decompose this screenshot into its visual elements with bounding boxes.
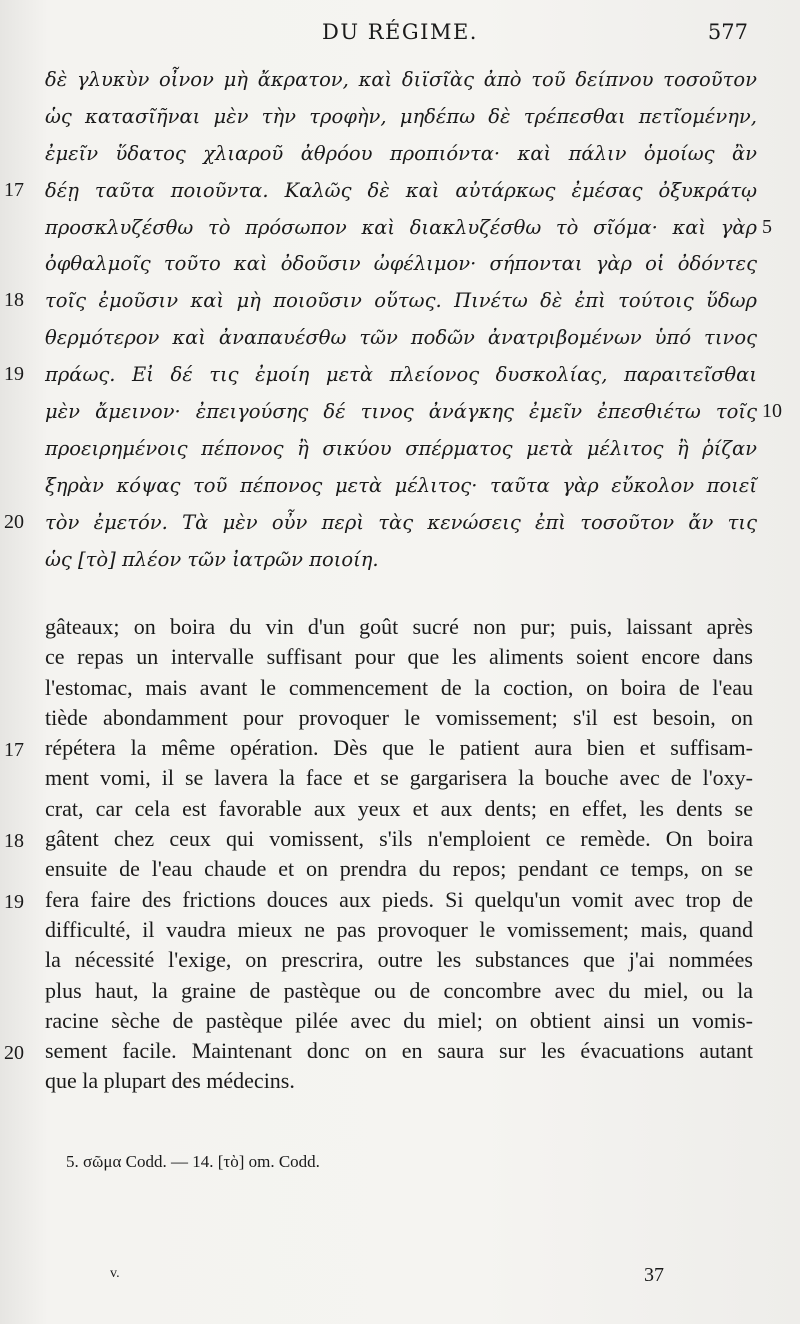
french-line: fera faire des frictions douces aux pieds. Si quelqu'un vomit avec trop de <box>45 886 753 912</box>
line-number: 10 <box>762 400 782 423</box>
sheet-signature: 37 <box>644 1264 664 1286</box>
french-translation <box>45 612 753 1097</box>
greek-line: ὡς [τὸ] πλέον τῶν ἰατρῶν ποιοίη. <box>45 547 379 571</box>
french-line: que la plupart des médecins. <box>45 1068 295 1094</box>
greek-line: προσκλυζέσθω τὸ πρόσωπον καὶ διακλυζέσθω τὸ σῖόμα· καὶ γὰρ <box>45 215 757 239</box>
line-number: 18 <box>4 289 24 312</box>
french-line: gâtent chez ceux qui vomissent, s'ils n'emploient ce remède. On boira <box>45 826 753 852</box>
greek-line: προειρημένοις πέπονος ἢ σικύου σπέρματος μετὰ μέλιτος ἢ ῥίζαν <box>45 436 757 460</box>
french-line: racine sèche de pastèque pilée avec du miel; on obtient ainsi un vomis- <box>45 1007 753 1033</box>
french-line: la nécessité l'exige, on prescrira, outre les substances que j'ai nommées <box>45 947 753 973</box>
french-line: ment vomi, il se lavera la face et se gargarisera la bouche avec de l'oxy- <box>45 765 753 791</box>
line-number: 20 <box>4 510 24 533</box>
french-line: répétera la même opération. Dès que le patient aura bien et suffisam- <box>45 735 753 761</box>
greek-line: δέῃ ταῦτα ποιοῦντα. Καλῶς δὲ καὶ αὐτάρκως ἐμέσας ὀξυκράτῳ <box>45 178 757 202</box>
french-line: sement facile. Maintenant donc on en saura sur les évacuations autant <box>45 1038 753 1064</box>
french-line: ensuite de l'eau chaude et on prendra du repos; pendant ce temps, on se <box>45 856 753 882</box>
french-line: ce repas un intervalle suffisant pour que les aliments soient encore dans <box>45 644 753 670</box>
line-number: 20 <box>4 1042 24 1065</box>
line-number: 17 <box>4 739 24 762</box>
running-head: DU RÉGIME. <box>322 20 478 44</box>
greek-line: ξηρὰν κόψας τοῦ πέπονος μετὰ μέλιτος· ταῦτα γὰρ εὔκολον ποιεῖ <box>45 473 757 497</box>
greek-line: τὸν ἐμετόν. Τὰ μὲν οὖν περὶ τὰς κενώσεις ἐπὶ τοσοῦτον ἄν τις <box>45 510 757 534</box>
line-number: 18 <box>4 830 24 853</box>
greek-line: θερμότερον καὶ ἀναπαυέσθω τῶν ποδῶν ἀνατριβομένων ὑπό τινος <box>45 326 757 350</box>
french-line: crat, car cela est favorable aux yeux et aux dents; en effet, les dents se <box>45 795 753 821</box>
french-line: gâteaux; on boira du vin d'un goût sucré non pur; puis, laissant après <box>45 614 753 639</box>
line-number: 19 <box>4 363 24 386</box>
volume-signature: v. <box>110 1266 120 1281</box>
greek-line: τοῖς ἐμοῦσιν καὶ μὴ ποιοῦσιν οὕτως. Πινέτω δὲ ἐπὶ τούτοις ὕδωρ <box>45 289 757 313</box>
greek-text <box>45 62 757 578</box>
greek-line: ὀφθαλμοῖς τοῦτο καὶ ὀδοῦσιν ὠφέλιμον· σήπονται γὰρ οἱ ὀδόντες <box>45 252 757 276</box>
french-line: difficulté, il vaudra mieux ne pas provoquer le vomissement; mais, quand <box>45 916 753 942</box>
french-line: tiède abondamment pour provoquer le vomissement; s'il est besoin, on <box>45 704 753 730</box>
line-number: 19 <box>4 890 24 913</box>
greek-line: δὲ γλυκὺν οἶνον μὴ ἄκρατον, καὶ διϊσῖὰς ἀπὸ τοῦ δείπνου τοσοῦτον <box>45 68 757 91</box>
greek-line: ἐμεῖν ὕδατος χλιαροῦ ἀθρόου προπιόντα· καὶ πάλιν ὁμοίως ἂν <box>45 141 757 165</box>
line-number: 5 <box>762 215 772 238</box>
critical-apparatus-note: 5. σῶμα Codd. — 14. [τὸ] om. Codd. <box>66 1152 320 1171</box>
greek-line: μὲν ἄμεινον· ἐπειγούσης δέ τινος ἀνάγκης ἐμεῖν ἐπεσθιέτω τοῖς <box>45 400 757 424</box>
french-line: plus haut, la graine de pastèque ou de concombre avec du miel, ou la <box>45 977 753 1003</box>
french-line: l'estomac, mais avant le commencement de la coction, on boira de l'eau <box>45 674 753 700</box>
greek-line: ὡς κατασῖῆναι μὲν τὴν τροφὴν, μηδέπω δὲ τρέπεσθαι πετῖομένην, <box>45 104 757 128</box>
page-number: 577 <box>707 20 748 44</box>
line-number: 17 <box>4 178 24 201</box>
greek-line: πράως. Εἰ δέ τις ἐμοίη μετὰ πλείονος δυσκολίας, παραιτεῖσθαι <box>45 363 757 387</box>
